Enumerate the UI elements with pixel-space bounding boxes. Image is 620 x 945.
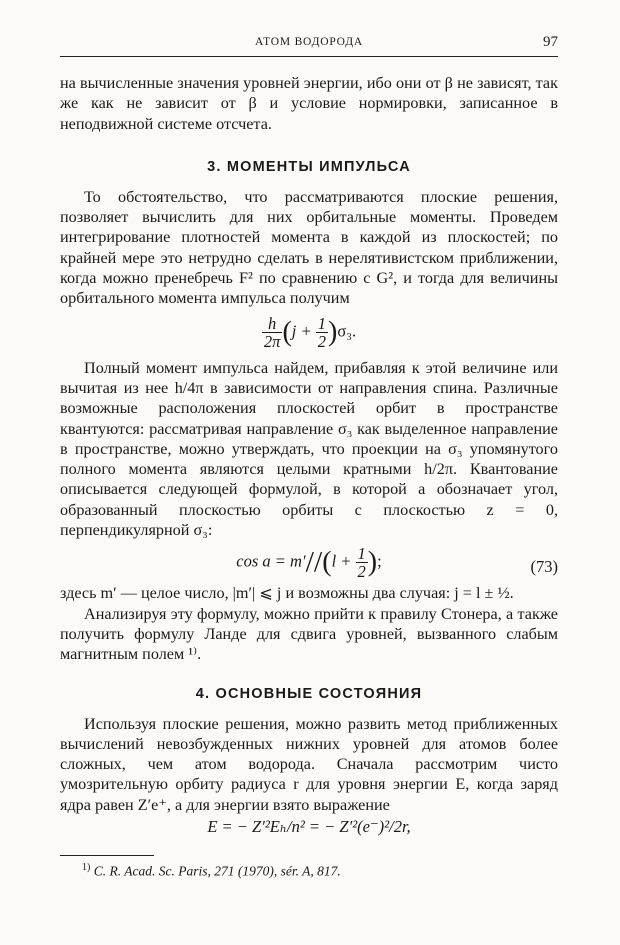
l-plus: l + xyxy=(331,551,352,571)
equation-orbital-moment xyxy=(60,315,558,350)
close-paren: ) xyxy=(327,316,338,348)
footnote-text: C. R. Acad. Sc. Paris, 271 (1970), sér. A, 817. xyxy=(93,863,341,879)
equation-73 xyxy=(60,545,558,580)
j-plus: j + xyxy=(291,320,312,340)
cos-lhs: cos a = m′ xyxy=(236,551,306,571)
page-body xyxy=(60,73,558,837)
sigma3: σ₃. xyxy=(337,320,357,340)
paragraph-stoner: Анализируя эту формулу, можно прийти к правилу Стонера, а также получить формулу Ланде для сдвига уровней, вызванного слабым магнитным полем ¹⁾. xyxy=(60,604,558,664)
open-paren: ( xyxy=(322,546,332,578)
paragraph-total-moment: Полный момент импульса найдем, прибавляя к этой величине или вычитая из нее h/4π в зависимости от направления спина. Различные возможные расположения плоскостей орбит в пространстве квантуются: рассматривая направление σ₃ как выделенное направление в пространстве, можно утверждать, что проекции на σ₃ упомянутого полного момента являются целыми кратными h/2π. Квантование описывается следующей формулой, в которой a обозначает угол, образованный плоскостью орбиты с плоскостью z = 0, перпендикулярной σ₃: xyxy=(60,358,558,540)
fraction-denominator: 2 xyxy=(357,562,366,582)
fraction-numerator: h xyxy=(262,315,283,333)
paragraph-where-m: здесь m′ — целое число, |m′| ⩽ j и возможны два случая: j = l ± ½. xyxy=(60,584,514,603)
fraction-one-half xyxy=(316,315,328,350)
paragraph-continuation: на вычисленные значения уровней энергии, ибо они от β не зависят, так же как не зависит от β и условие нормировки, записанное в неподвижной системе отсчета. xyxy=(60,74,558,133)
paragraph-ground-states: Используя плоские решения, можно развить метод приближенных вычислений невозбужденных нижних уровней для атомов более сложных, чем атом водорода. Сначала рассмотрим чисто умозрительную орбиту радиуса r для уровня энергии E, когда заряд ядра равен Z′e⁺, а для энергии взято выражение xyxy=(60,714,558,814)
footnote xyxy=(82,862,341,880)
section-title-4: 4. ОСНОВНЫЕ СОСТОЯНИЯ xyxy=(195,685,423,702)
fraction-denominator: 2 xyxy=(317,331,326,351)
footnote-rule xyxy=(60,855,154,856)
double-slash: // xyxy=(305,545,323,579)
fraction-numerator: 1 xyxy=(357,544,366,564)
semicolon: ; xyxy=(377,551,382,571)
equation-energy: E = − Z′²Eₕ/n² = − Z′²(e⁻)²/2r, xyxy=(207,817,411,837)
section-title-3: 3. МОМЕНТЫ ИМПУЛЬСА xyxy=(207,158,411,175)
page-header xyxy=(60,34,558,57)
equation-number: (73) xyxy=(530,557,558,577)
fraction-h-2pi xyxy=(262,315,283,350)
open-paren: ( xyxy=(282,316,292,348)
page-number: 97 xyxy=(543,34,558,50)
fraction-denominator: 2π xyxy=(263,331,281,351)
footnote-marker: 1) xyxy=(82,862,91,873)
close-paren: ) xyxy=(367,546,378,578)
paragraph-orbital-moments: То обстоятельство, что рассматриваются плоские решения, позволяет вычислить для них орбитальные моменты. Проведем интегрирование плотностей момента в каждой из плоскостей; по крайней мере это нетрудно сделать в нерелятивистском приближении, когда можно пренебречь F² по сравнению с G², и тогда для величины орбитального момента импульса получим xyxy=(60,187,558,308)
fraction-one-half xyxy=(356,545,368,580)
fraction-numerator: 1 xyxy=(317,313,326,333)
running-head: АТОМ ВОДОРОДА xyxy=(255,36,363,48)
